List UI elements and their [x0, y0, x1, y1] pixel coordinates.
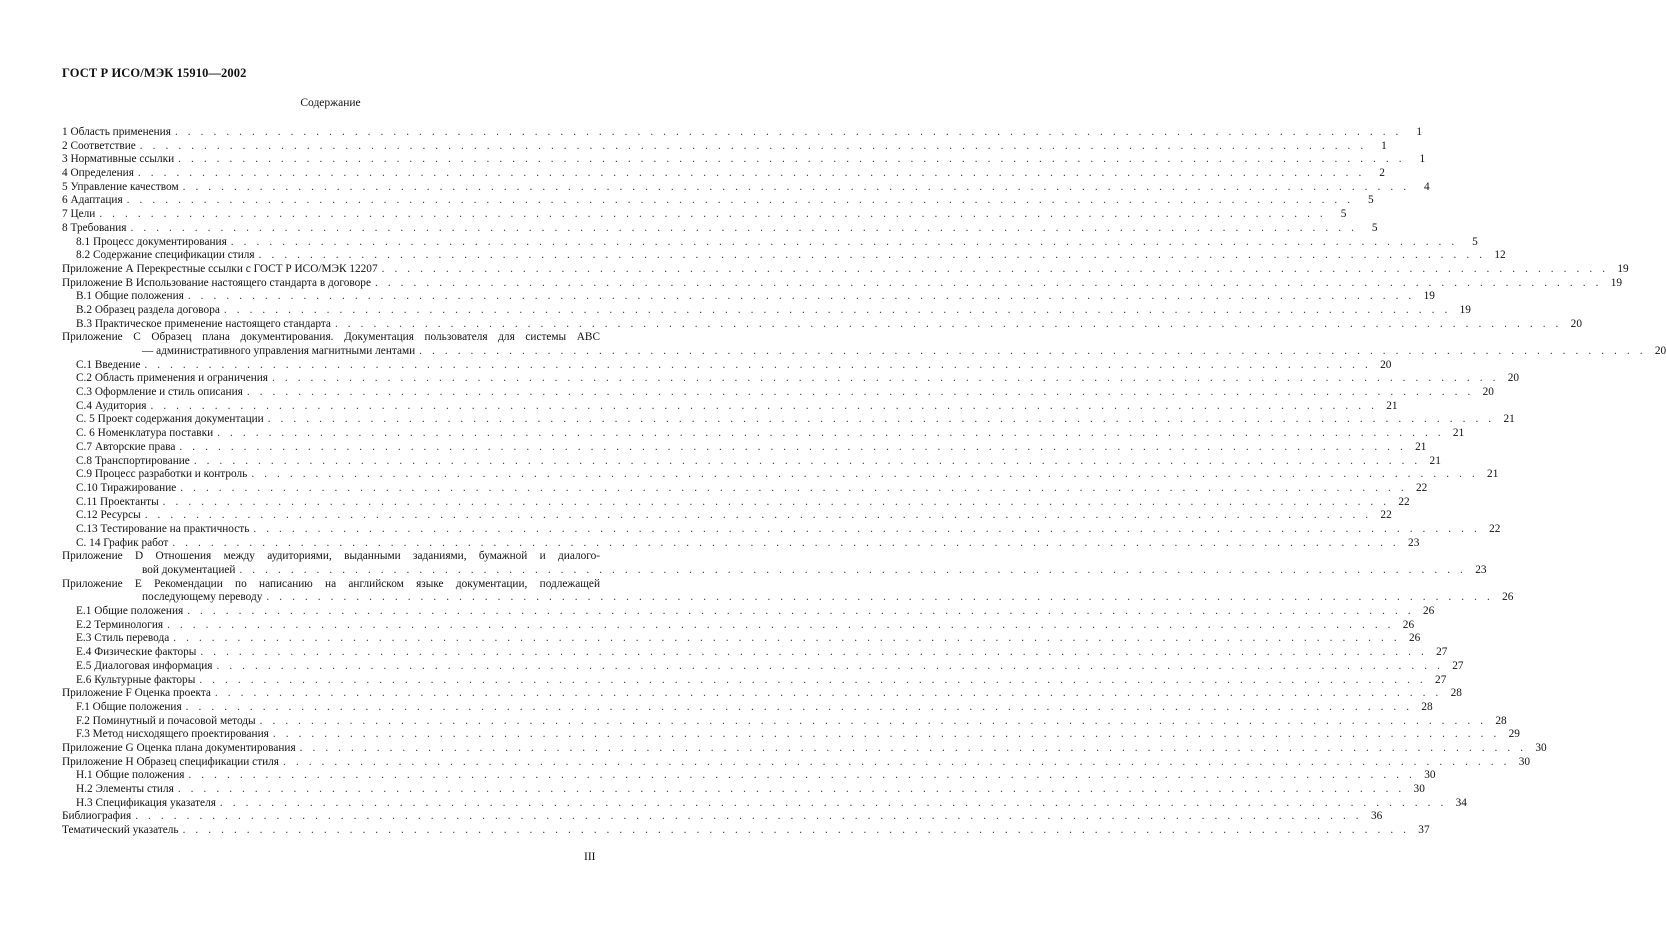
toc-entry-page: 30: [1518, 755, 1531, 768]
toc-entry[interactable]: [62, 783, 1425, 797]
toc-leader-dots: [239, 564, 1466, 578]
toc-entry[interactable]: [62, 618, 1415, 633]
toc-leader-dots: [283, 756, 1510, 770]
toc-entry-page: 21: [1429, 454, 1441, 467]
toc-leader-dots: [183, 824, 1410, 838]
toc-entry[interactable]: [62, 345, 1666, 359]
toc-entry-title: С.1 Введение: [76, 358, 141, 371]
toc-leader-dots: [180, 482, 1407, 496]
toc-entry-page: 19: [1617, 262, 1629, 275]
toc-leader-dots: [183, 181, 1410, 195]
toc-entry-title: С.11 Проектанты: [76, 495, 159, 508]
toc-leader-dots: [268, 413, 1495, 427]
toc-entry-page: 1: [1416, 126, 1422, 138]
toc-entry[interactable]: [62, 495, 1410, 510]
toc-entry-page: 5: [1340, 208, 1347, 221]
toc-leader-dots: [300, 742, 1527, 756]
toc-entry-title: Н.3 Спецификация указателя: [76, 796, 216, 809]
toc-leader-dots: [251, 468, 1478, 482]
toc-leader-dots: [335, 318, 1562, 332]
toc-entry-page: 21: [1386, 399, 1398, 412]
toc-entry[interactable]: [62, 208, 1347, 222]
toc-entry-title: — административного управления магнитными лентами: [142, 345, 416, 357]
toc-leader-dots: [188, 769, 1415, 783]
toc-leader-dots: [186, 701, 1413, 715]
toc-leader-dots: [188, 290, 1415, 304]
toc-entry[interactable]: [62, 741, 1547, 756]
toc-entry-page: 26: [1408, 632, 1421, 645]
toc-entry-page: 1: [1419, 153, 1426, 166]
toc-entry[interactable]: [62, 290, 1435, 304]
toc-entry-title: Приложение С Образец плана документирования. Документация пользователя для системы ABC: [62, 331, 600, 344]
toc-leader-dots: [131, 222, 1358, 236]
toc-entry-title: С.13 Тестирование на практичность: [76, 522, 250, 535]
toc-entry-page: 27: [1452, 659, 1464, 672]
toc-entry[interactable]: [62, 824, 1430, 838]
toc-entry[interactable]: [62, 167, 1385, 181]
toc-entry-title: 5 Управление качеством: [62, 180, 179, 193]
document-header: ГОСТ Р ИСО/МЭК 15910—2002: [62, 66, 247, 80]
toc-entry[interactable]: [62, 194, 1374, 208]
toc-entry-title: F.1 Общие положения: [76, 700, 182, 713]
toc-entry-page: 12: [1494, 249, 1506, 262]
toc-entry[interactable]: [62, 673, 1447, 688]
toc-entry-page: 28: [1495, 714, 1507, 727]
toc-entry-title: 3 Нормативные ссылки: [62, 153, 175, 166]
toc-leader-dots: [175, 126, 1402, 140]
toc-entry-title: В.3 Практическое применение настоящего стандарта: [76, 317, 331, 330]
toc-entry-page: 21: [1503, 413, 1515, 426]
toc-entry[interactable]: [62, 262, 1629, 277]
toc-leader-dots: [178, 153, 1405, 167]
toc-entry-title: последующему переводу: [142, 591, 263, 604]
toc-entry[interactable]: [62, 235, 1478, 250]
toc-entry[interactable]: [62, 317, 1582, 332]
toc-entry-page: 27: [1435, 673, 1447, 686]
toc-entry-title: С.4 Аудитория: [76, 399, 147, 412]
toc-leader-dots: [375, 277, 1602, 291]
toc-entry-title: Н.2 Элементы стиля: [76, 783, 174, 795]
toc-leader-dots: [178, 783, 1405, 797]
toc-leader-dots: [231, 236, 1458, 250]
toc-entry-page: 30: [1535, 741, 1547, 754]
toc-leader-dots: [382, 263, 1609, 277]
toc-entry-page: 5: [1472, 235, 1478, 248]
toc-entry[interactable]: [62, 481, 1428, 496]
toc-entry[interactable]: [62, 303, 1471, 318]
toc-entry[interactable]: [62, 659, 1464, 674]
toc-entry-page: 37: [1418, 824, 1430, 837]
toc-entry-title: Е.2 Терминология: [76, 618, 164, 631]
toc-leader-dots: [215, 687, 1442, 701]
toc-entry-title: Приложение Е Рекомендации по написанию на английском языке документации, подлежащей: [62, 577, 600, 590]
toc-leader-dots: [163, 496, 1390, 510]
toc-entry-page: 22: [1489, 522, 1501, 535]
toc-entry-title: Библиография: [62, 810, 132, 823]
toc-entry-page: 20: [1507, 372, 1520, 385]
toc-entry-page: 22: [1380, 509, 1392, 522]
toc-entry-title: 8 Требования: [62, 221, 127, 234]
toc-entry[interactable]: [62, 522, 1501, 537]
toc-leader-dots: [247, 386, 1474, 400]
toc-leader-dots: [253, 523, 1480, 537]
toc-entry-page: 26: [1402, 618, 1415, 631]
toc-entry[interactable]: [62, 180, 1430, 195]
toc-entry-page: 21: [1487, 468, 1499, 481]
toc-leader-dots: [127, 194, 1354, 208]
toc-entry-page: 19: [1459, 303, 1471, 316]
toc-entry-title: В.1 Общие положения: [76, 290, 184, 303]
toc-leader-dots: [150, 400, 1377, 414]
toc-entry[interactable]: [62, 769, 1436, 783]
table-of-contents: [62, 126, 1666, 838]
toc-entry-title: 2 Соответствие: [62, 139, 136, 152]
toc-entry-title: Тематический указатель: [62, 824, 179, 837]
toc-entry-page: 21: [1452, 427, 1465, 440]
toc-entry-title: Приложение А Перекрестные ссылки с ГОСТ Р ИСО/МЭК 12207: [62, 262, 378, 275]
toc-entry-title: С.9 Процесс разработки и контроль: [76, 468, 248, 481]
toc-entry[interactable]: [62, 139, 1387, 154]
toc-entry[interactable]: [62, 276, 1623, 291]
toc-entry-page: 22: [1398, 495, 1410, 508]
toc-entry[interactable]: [62, 700, 1433, 715]
toc-leader-dots: [194, 455, 1421, 469]
toc-entry-title: С. 14 График работ: [76, 536, 169, 549]
toc-entry-title: Е.6 Культурные факторы: [76, 673, 196, 686]
toc-entry-page: 5: [1368, 194, 1374, 207]
toc-entry-title: Е.1 Общие положения: [76, 605, 184, 618]
toc-entry-page: 20: [1654, 345, 1666, 357]
toc-leader-dots: [224, 304, 1451, 318]
toc-entry[interactable]: [62, 331, 600, 345]
toc-entry-title: С.10 Тиражирование: [76, 481, 177, 494]
toc-entry[interactable]: [62, 578, 600, 592]
toc-entry-page: 5: [1371, 221, 1378, 234]
toc-entry-page: 1: [1381, 139, 1387, 152]
toc-entry-title: Н.1 Общие положения: [76, 769, 185, 782]
toc-entry[interactable]: [62, 413, 1515, 427]
toc-entry[interactable]: [62, 564, 1487, 578]
toc-entry-page: 27: [1436, 646, 1448, 659]
toc-entry-page: 29: [1508, 728, 1520, 741]
toc-entry-page: 28: [1421, 700, 1433, 713]
toc-leader-dots: [144, 359, 1371, 373]
toc-entry-page: 21: [1415, 440, 1427, 453]
toc-leader-dots: [259, 249, 1486, 263]
toc-entry[interactable]: [62, 358, 1392, 373]
toc-entry-title: Приложение F Оценка проекта: [62, 687, 211, 700]
toc-leader-dots: [419, 345, 1646, 359]
toc-entry-title: 7 Цели: [62, 208, 96, 221]
toc-entry-page: 4: [1423, 180, 1430, 193]
toc-entry-page: 30: [1413, 783, 1425, 795]
page-title: Содержание: [300, 97, 361, 109]
toc-entry-title: С.3 Оформление и стиль описания: [76, 386, 243, 399]
toc-entry[interactable]: [62, 468, 1499, 482]
toc-entry[interactable]: [62, 221, 1378, 236]
toc-entry[interactable]: [62, 372, 1520, 386]
toc-leader-dots: [138, 167, 1365, 181]
toc-entry-title: Приложение Н Образец спецификации стиля: [62, 755, 280, 768]
toc-entry-title: 6 Адаптация: [62, 194, 123, 207]
toc-entry-page: 26: [1502, 591, 1514, 604]
toc-leader-dots: [173, 632, 1400, 646]
toc-leader-dots: [172, 537, 1399, 551]
toc-entry-page: 23: [1408, 536, 1420, 549]
toc-entry-page: 22: [1416, 481, 1428, 494]
toc-entry-title: Е.3 Стиль перевода: [76, 632, 170, 645]
toc-leader-dots: [272, 372, 1499, 386]
toc-entry-page: 2: [1379, 167, 1385, 180]
toc-leader-dots: [273, 728, 1500, 742]
toc-entry-page: 20: [1380, 358, 1392, 371]
toc-leader-dots: [99, 208, 1326, 222]
toc-entry[interactable]: [62, 440, 1427, 455]
toc-leader-dots: [187, 605, 1414, 619]
toc-entry[interactable]: [62, 386, 1494, 400]
toc-entry-title: 1 Область применения: [62, 126, 171, 138]
toc-entry[interactable]: [62, 632, 1421, 646]
toc-leader-dots: [217, 427, 1444, 441]
toc-leader-dots: [140, 140, 1367, 154]
toc-leader-dots: [135, 810, 1362, 824]
toc-entry-title: С.2 Область применения и ограничения: [76, 372, 268, 385]
toc-entry[interactable]: [62, 509, 1392, 523]
toc-entry-title: С.8 Транспортирование: [76, 454, 190, 467]
toc-entry[interactable]: [62, 755, 1531, 770]
toc-entry-title: С.12 Ресурсы: [76, 509, 141, 522]
toc-entry[interactable]: [62, 249, 1506, 263]
toc-entry-page: 28: [1450, 687, 1462, 700]
toc-entry-title: Приложение В Использование настоящего стандарта в договоре: [62, 276, 371, 289]
toc-entry-title: Е.5 Диалоговая информация: [76, 659, 213, 672]
toc-leader-dots: [266, 591, 1493, 605]
toc-entry-title: Е.4 Физические факторы: [76, 646, 197, 659]
toc-entry-page: 20: [1482, 386, 1494, 399]
toc-leader-dots: [167, 619, 1394, 633]
toc-entry-title: 4 Определения: [62, 167, 134, 180]
toc-entry-page: 19: [1423, 290, 1435, 303]
toc-entry-title: В.2 Образец раздела договора: [76, 303, 220, 316]
toc-entry[interactable]: [62, 550, 600, 564]
toc-entry-title: Приложение D Отношения между аудиториями, выданными заданиями, бумажной и диалого-: [62, 550, 600, 563]
toc-entry[interactable]: [62, 687, 1462, 701]
toc-entry[interactable]: [62, 605, 1435, 619]
toc-entry-title: Приложение G Оценка плана документирования: [62, 741, 296, 754]
toc-entry[interactable]: [62, 427, 1465, 441]
toc-entry[interactable]: [62, 153, 1426, 167]
toc-entry-page: 20: [1570, 317, 1582, 330]
toc-entry[interactable]: [62, 591, 1514, 605]
toc-entry[interactable]: [62, 454, 1441, 469]
toc-entry-title: С.7 Авторские права: [76, 440, 176, 453]
toc-leader-dots: [200, 646, 1427, 660]
toc-leader-dots: [199, 674, 1426, 688]
toc-leader-dots: [145, 509, 1372, 523]
toc-entry-page: 23: [1475, 564, 1487, 576]
toc-entry-title: 8.1 Процесс документирования: [76, 235, 227, 248]
toc-entry[interactable]: [62, 714, 1507, 729]
toc-entry[interactable]: [62, 796, 1467, 811]
toc-entry-title: вой документацией: [142, 564, 236, 576]
toc-entry[interactable]: [62, 810, 1383, 824]
toc-entry[interactable]: [62, 126, 1422, 140]
toc-entry[interactable]: [62, 646, 1448, 660]
toc-entry-title: 8.2 Содержание спецификации стиля: [76, 249, 255, 262]
toc-entry[interactable]: [62, 728, 1520, 742]
toc-entry-title: F.2 Поминутный и почасовой методы: [76, 714, 256, 727]
toc-entry-title: С. 6 Номенклатура поставки: [76, 427, 214, 440]
toc-entry-title: F.3 Метод нисходящего проектирования: [76, 728, 269, 741]
page-number: III: [584, 851, 596, 863]
toc-entry-page: 34: [1455, 796, 1467, 809]
toc-entry-page: 19: [1610, 276, 1623, 289]
toc-entry-page: 30: [1424, 769, 1436, 782]
toc-entry-page: 36: [1370, 810, 1383, 823]
toc-entry[interactable]: [62, 536, 1420, 551]
toc-leader-dots: [179, 441, 1406, 455]
toc-leader-dots: [216, 660, 1443, 674]
toc-entry[interactable]: [62, 399, 1398, 414]
toc-leader-dots: [260, 715, 1487, 729]
toc-entry-page: 26: [1422, 605, 1435, 618]
toc-leader-dots: [220, 797, 1447, 811]
toc-entry-title: С. 5 Проект содержания документации: [76, 413, 264, 426]
